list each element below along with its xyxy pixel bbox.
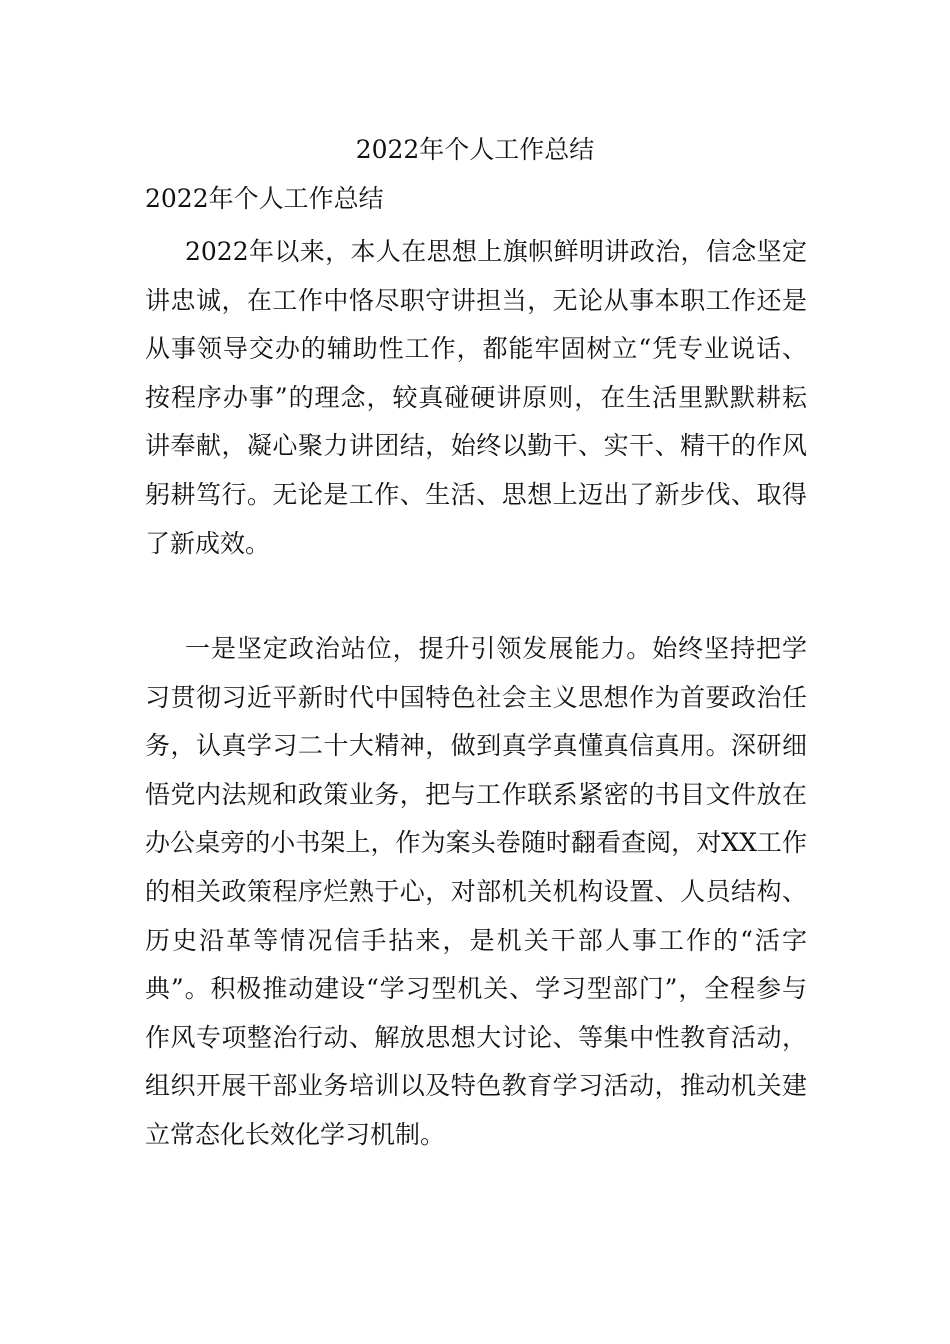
paragraph-intro: 2022年以来，本人在思想上旗帜鲜明讲政治，信念坚定讲忠诚，在工作中恪尽职守讲担当，无论从事本职工作还是从事领导交办的辅助性工作，都能牢固树立“凭专业说话、按程序办事”的理念，较真碰硬讲原则，在生活里默默耕耘讲奉献，凝心聚力讲团结，始终以勤干、实干、精干的作风躬耕笃行。无论是工作、生活、思想上迈出了新步伐、取得了新成效。 — [145, 237, 807, 558]
paragraph-political-stance: 一是坚定政治站位，提升引领发展能力。始终坚持把学习贯彻习近平新时代中国特色社会主义思想作为首要政治任务，认真学习二十大精神，做到真学真懂真信真用。深研细悟党内法规和政策业务，把与工作联系紧密的书目文件放在办公桌旁的小书架上，作为案头卷随时翻看查阅，对XX工作的相关政策程序烂熟于心，对部机关机构设置、人员结构、历史沿革等情况信手拈来，是机关干部人事工作的“活字典”。积极推动建设“学习型机关、学习型部门”，全程参与作风专项整治行动、解放思想大讨论、等集中性教育活动，组织开展干部业务培训以及特色教育学习活动，推动机关建立常态化长效化学习机制。 — [145, 634, 807, 1149]
document-subtitle: 2022年个人工作总结 — [145, 184, 384, 213]
document-title: 2022年个人工作总结 — [355, 135, 595, 164]
